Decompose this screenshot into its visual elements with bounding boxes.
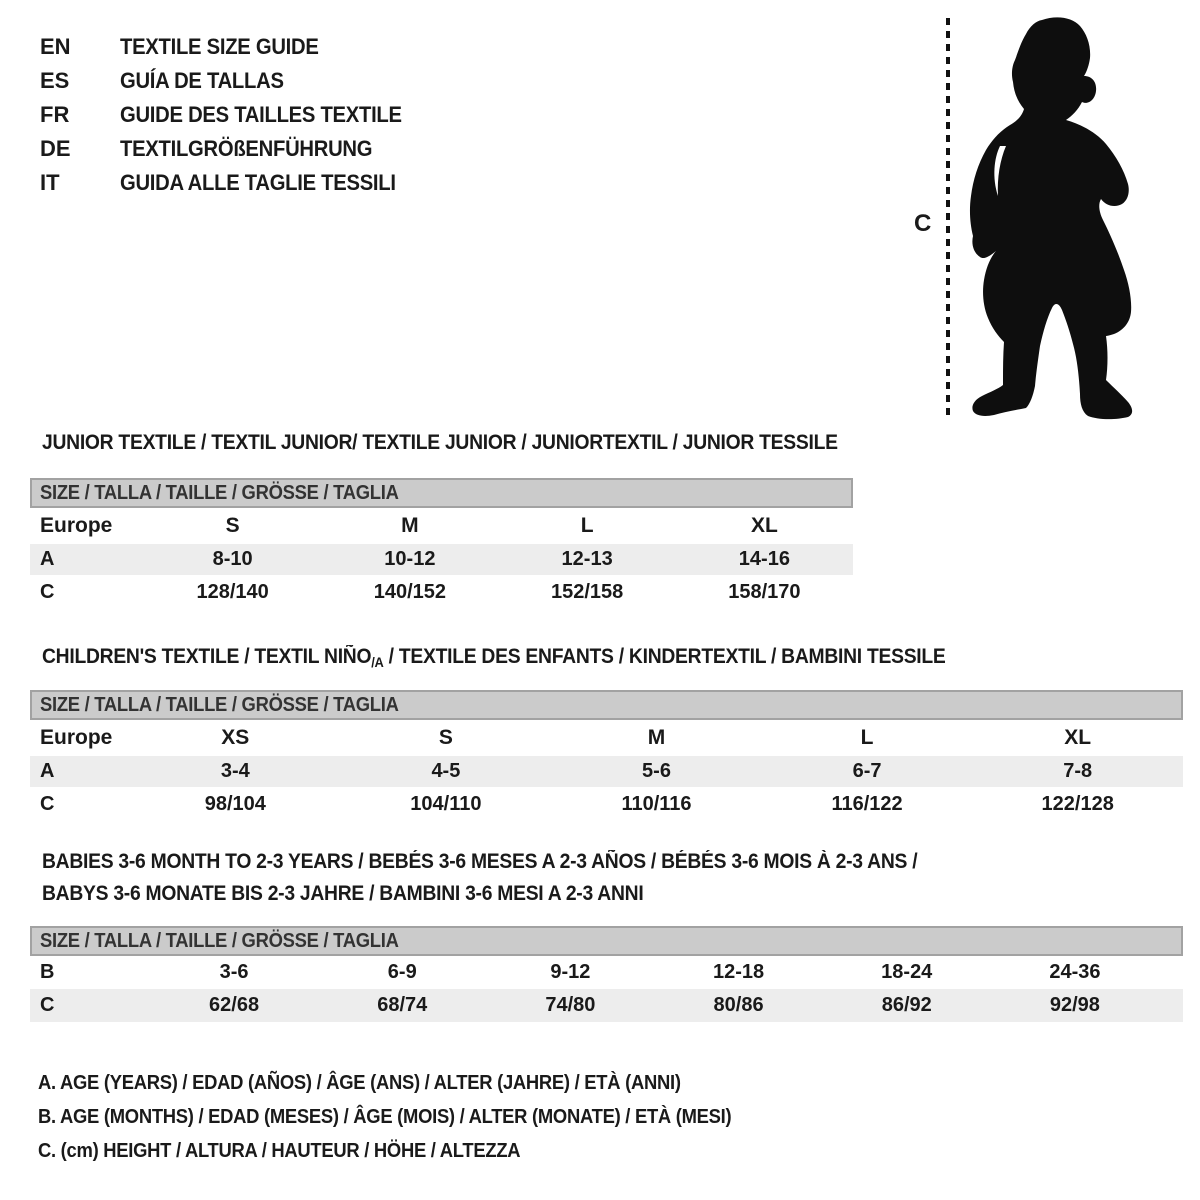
children-size-table [30,690,1183,821]
row-label: A [40,548,55,570]
row-label: C [40,580,55,603]
size-cell: M [401,514,419,537]
value-cell: 12-18 [713,961,765,983]
size-cell: S [225,514,240,537]
size-cell: XL [1064,726,1092,749]
size-table-header: SIZE / TALLA / TAILLE / GRÖSSE / TAGLIA [30,926,1183,956]
nino-a-subscript: /A [371,654,384,670]
table-row-height [30,575,853,609]
language-code: ES [40,68,70,93]
value-cell: 68/74 [377,994,428,1016]
value-cell: 5-6 [642,760,671,782]
table-row-sizes [30,508,853,544]
table-row-height [30,787,1183,821]
value-cell: 4-5 [431,760,461,782]
size-cell: S [438,726,453,749]
size-cell: XS [221,726,250,749]
value-cell: 80/86 [713,994,764,1016]
language-title: GUÍA DE TALLAS [120,68,284,93]
table-row-sizes [30,720,1183,756]
row-label: Europe [40,726,113,749]
value-cell: 128/140 [196,580,269,603]
language-row [40,30,426,64]
language-code: IT [40,170,60,195]
language-code: EN [40,34,71,59]
toddler-silhouette-icon [956,14,1142,420]
value-cell: 86/92 [881,994,932,1016]
table-row-age [30,756,1183,787]
language-code: DE [40,136,71,161]
value-cell: 122/128 [1041,792,1114,815]
legend-line-c: C. (cm) HEIGHT / ALTURA / HAUTEUR / HÖHE / ALTEZZA [38,1139,521,1162]
table-row-height [30,989,1183,1022]
language-title: TEXTILGRÖßENFÜHRUNG [120,136,373,161]
value-cell: 116/122 [831,792,903,815]
language-title: TEXTILE SIZE GUIDE [120,34,319,59]
value-cell: 3-4 [220,760,250,782]
value-cell: 18-24 [881,961,933,983]
legend-line-b: B. AGE (MONTHS) / EDAD (MESES) / ÂGE (MOIS) / ALTER (MONATE) / ETÀ (MESI) [38,1105,732,1128]
value-cell: 7-8 [1063,760,1093,782]
value-cell: 110/116 [621,792,692,815]
value-cell: 104/110 [410,792,482,815]
children-section-title: CHILDREN'S TEXTILE / TEXTIL NIÑO/A / TEXTILE DES ENFANTS / KINDERTEXTIL / BAMBINI TESSILE [42,645,946,670]
language-row [40,132,426,166]
language-title: GUIDA ALLE TAGLIE TESSILI [120,170,396,195]
language-row [40,64,426,98]
value-cell: 12-13 [561,548,613,570]
size-cell: XL [750,514,778,537]
babies-section-title: BABIES 3-6 MONTH TO 2-3 YEARS / BEBÉS 3-6 MESES A 2-3 AÑOS / BÉBÉS 3-6 MOIS À 2-3 ANS / BABYS 3-6 MONATE BIS 2-3 JAHRE / BAMBINI 3-6 MESI A 2-3 ANNI [42,850,918,905]
value-cell: 3-6 [219,961,249,983]
height-label: C [914,210,932,237]
value-cell: 6-7 [852,760,882,782]
junior-section-title: JUNIOR TEXTILE / TEXTIL JUNIOR/ TEXTILE JUNIOR / JUNIORTEXTIL / JUNIOR TESSILE [42,431,838,454]
row-label: C [40,994,55,1016]
legend-line-a: A. AGE (YEARS) / EDAD (AÑOS) / ÂGE (ANS) / ALTER (JAHRE) / ETÀ (ANNI) [38,1071,681,1094]
size-table-header: SIZE / TALLA / TAILLE / GRÖSSE / TAGLIA [30,478,853,508]
value-cell: 140/152 [373,580,447,603]
row-label: C [40,792,55,815]
row-label: A [40,760,55,782]
height-measure-line [946,18,950,416]
language-title-list [40,30,426,200]
babies-size-table [30,926,1183,1022]
language-code: FR [40,102,70,127]
value-cell: 9-12 [550,961,591,983]
table-row-age [30,544,853,575]
value-cell: 6-9 [387,961,417,983]
row-label: B [40,961,55,983]
value-cell: 10-12 [384,548,436,570]
value-cell: 24-36 [1049,961,1101,983]
language-row [40,98,426,132]
language-row [40,166,426,200]
value-cell: 74/80 [545,994,596,1016]
size-table-header: SIZE / TALLA / TAILLE / GRÖSSE / TAGLIA [30,690,1183,720]
junior-size-table [30,478,853,609]
value-cell: 98/104 [204,792,266,815]
table-row-age-months [30,956,1183,989]
value-cell: 62/68 [209,994,260,1016]
value-cell: 92/98 [1049,994,1100,1016]
value-cell: 152/158 [550,580,624,603]
value-cell: 8-10 [212,548,253,570]
value-cell: 14-16 [738,548,790,570]
language-title: GUIDE DES TAILLES TEXTILE [120,102,402,127]
legend [38,1066,792,1168]
size-cell: L [860,726,874,749]
size-cell: L [580,514,594,537]
size-cell: M [647,726,666,749]
value-cell: 158/170 [728,580,801,603]
row-label: Europe [40,514,113,537]
